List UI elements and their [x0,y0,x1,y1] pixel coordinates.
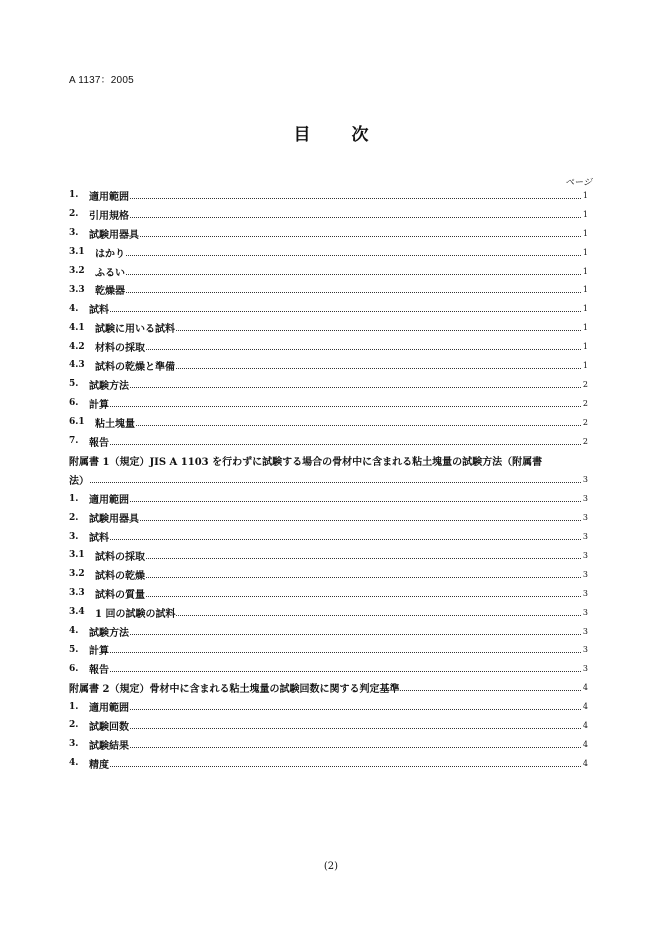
toc-entry-page: 3 [582,513,588,523]
leader-dots [140,236,581,237]
toc-entry-number: 6. [69,663,79,674]
leader-dots [130,387,581,388]
toc-entry-page: 1 [582,228,588,238]
toc-entry-title: 試験方法 [89,627,129,639]
toc-entry-page: 2 [582,379,588,389]
leader-dots [176,368,581,369]
toc-entry-number: 2. [69,512,79,523]
leader-dots [146,558,581,559]
toc-entry-page: 3 [582,588,588,598]
leader-dots [110,444,581,445]
leader-dots [130,728,581,729]
toc-entry[interactable] [69,527,588,546]
toc-entry-title: 材料の採取 [95,343,145,355]
leader-dots [176,330,581,331]
toc-entry-number: 1. [69,701,79,712]
toc-entry[interactable] [69,659,588,678]
toc-entry[interactable] [69,546,588,565]
toc-entry-number: 3.3 [69,588,85,599]
leader-dots [126,255,581,256]
toc-entry-title: 1 回の試験の試料 [95,608,176,620]
toc-entry[interactable] [69,603,588,622]
toc-entry-title: ふるい [95,267,125,279]
toc-entry[interactable] [69,432,588,451]
leader-dots [146,349,581,350]
leader-dots [110,539,581,540]
page-number: (2) [323,861,339,872]
leader-dots [146,596,581,597]
toc-entry-title: 試料の採取 [95,551,145,563]
toc-entry-number: 1. [69,190,79,201]
toc-entry-number: 4. [69,303,79,314]
toc-entry[interactable] [69,224,588,243]
leader-dots [110,311,581,312]
leader-dots [130,747,581,748]
toc-entry-page: 1 [582,323,588,333]
toc-entry-number: 3. [69,531,79,542]
toc-entry-title: 試験用器具 [89,229,139,241]
toc-entry-number: 4.1 [69,322,85,333]
toc-entry-number: 3.4 [69,607,85,618]
toc-entry-page: 3 [582,626,588,636]
toc-entry[interactable] [69,262,588,281]
annex1-heading[interactable] [69,450,588,470]
toc-entry-title: 乾燥器 [95,286,125,298]
annex1-title-line1: 附属書 1（規定）JIS A 1103 を行わずに試験する場合の骨材中に含まれる粘土塊量の試験方法（附属書 [69,456,543,468]
toc-entry[interactable] [69,205,588,224]
toc-entry-page: 3 [582,494,588,504]
toc-entry-page: 1 [582,304,588,314]
leader-dots [130,634,581,635]
toc-entry-number: 3.2 [69,569,85,580]
toc-entry-page: 1 [582,190,588,200]
leader-dots [110,652,581,653]
toc-entry-page: 1 [582,209,588,219]
toc-entry-page: 4 [582,739,588,749]
toc-entry-page: 3 [582,607,588,617]
toc-entry-title: 試料の質量 [95,589,145,601]
toc-entry-number: 2. [69,720,79,731]
toc-entry-number: 3.1 [69,550,85,561]
toc-entry[interactable] [69,489,588,508]
leader-dots [126,274,581,275]
toc-entry-page: 4 [582,720,588,730]
annex2-title: 附属書 2（規定）骨材中に含まれる粘土塊量の試験回数に関する判定基準 [69,684,400,696]
toc-entry[interactable] [69,754,588,773]
toc-entry-number: 6. [69,398,79,409]
toc-entry-title: 計算 [89,646,109,658]
table-of-contents [69,186,588,773]
toc-entry-number: 2. [69,209,79,220]
toc-entry-page: 1 [582,342,588,352]
toc-entry-page: 3 [582,645,588,655]
toc-entry-number: 4.2 [69,341,85,352]
toc-entry[interactable] [69,243,588,262]
toc-entry[interactable] [69,584,588,603]
toc-entry-title: 試験に用いる試料 [95,324,175,336]
toc-entry-page: 1 [582,360,588,370]
toc-entry-title: 適用範囲 [89,703,129,715]
toc-entry[interactable] [69,299,588,318]
toc-entry[interactable] [69,565,588,584]
toc-entry-page: 1 [582,285,588,295]
leader-dots [146,577,581,578]
toc-entry[interactable] [69,716,588,735]
toc-entry-title: 引用規格 [89,210,129,222]
toc-entry-title: 試料 [89,533,109,545]
toc-entry-title: 報告 [89,437,109,449]
toc-entry-title: 試験方法 [89,380,129,392]
leader-dots [136,425,581,426]
toc-entry-title: 適用範囲 [89,191,129,203]
toc-entry[interactable] [69,735,588,754]
toc-entry-number: 4. [69,626,79,637]
toc-entry-number: 3.2 [69,266,85,276]
toc-entry-title: 試料の乾燥 [95,570,145,582]
annex2-heading[interactable] [69,678,588,697]
toc-entry-title: 精度 [89,759,109,771]
leader-dots [90,482,581,483]
toc-entry-number: 7. [69,436,79,447]
toc-entry-number: 5. [69,644,79,655]
toc-entry-page: 3 [582,550,588,560]
leader-dots [400,690,581,691]
toc-entry[interactable] [69,697,588,716]
toc-entry-title: 試験用器具 [89,514,139,526]
toc-entry-page: 2 [582,398,588,408]
toc-entry-number: 5. [69,379,79,390]
toc-entry-title: 粘土塊量 [95,418,135,430]
toc-entry-page: 3 [582,569,588,579]
toc-entry[interactable] [69,394,588,413]
toc-entry-number: 3. [69,739,79,750]
leader-dots [130,198,581,199]
toc-entry-number: 4.3 [69,360,85,371]
toc-entry-number: 1. [69,493,79,504]
toc-annex2-section [69,697,588,773]
page-column-label: ページ [565,178,592,188]
leader-dots [140,520,581,521]
toc-entry-title: 報告 [89,665,109,677]
toc-entry-page: 2 [582,436,588,446]
toc-entry[interactable] [69,640,588,659]
toc-entry[interactable] [69,375,588,394]
toc-entry-page: 4 [582,702,588,712]
toc-entry-title: 計算 [89,399,109,411]
toc-entry[interactable] [69,337,588,356]
toc-entry[interactable] [69,622,588,641]
toc-entry[interactable] [69,413,588,432]
leader-dots [130,501,581,502]
toc-entry-title: 試料の乾燥と準備 [95,361,175,373]
page-title: 目 次 [293,125,381,145]
annex1-heading-cont[interactable] [69,470,588,489]
leader-dots [110,766,581,767]
toc-entry-page: 1 [582,247,588,257]
toc-entry-number: 3.1 [69,247,85,258]
document-id: A 1137：2005 [69,75,134,86]
toc-entry-title: 試料 [89,305,109,317]
toc-annex1-section [69,489,588,678]
leader-dots [110,671,581,672]
toc-entry-number: 4. [69,758,79,769]
toc-entry-number: 6.1 [69,417,85,428]
toc-entry[interactable] [69,186,588,205]
toc-entry[interactable] [69,508,588,527]
leader-dots [130,217,581,218]
annex1-title-line2: 法） [69,476,89,488]
toc-entry-number: 3. [69,228,79,239]
leader-dots [130,709,581,710]
toc-entry-page: 4 [582,758,588,768]
toc-entry-page: 2 [582,417,588,427]
toc-entry[interactable] [69,356,588,375]
toc-entry[interactable] [69,318,588,337]
leader-dots [176,615,581,616]
toc-entry-title: はかり [95,248,125,260]
annex1-page: 3 [582,475,588,485]
toc-entry-title: 試験結果 [89,740,129,752]
leader-dots [126,292,581,293]
toc-main-section [69,186,588,450]
toc-entry-number: 3.3 [69,284,85,295]
toc-entry-page: 3 [582,532,588,542]
toc-entry-page: 1 [582,266,588,276]
toc-entry-title: 適用範囲 [89,495,129,507]
annex2-page: 4 [582,683,588,693]
toc-entry-page: 3 [582,664,588,674]
leader-dots [110,406,581,407]
toc-entry-title: 試験回数 [89,721,129,733]
toc-entry[interactable] [69,280,588,299]
